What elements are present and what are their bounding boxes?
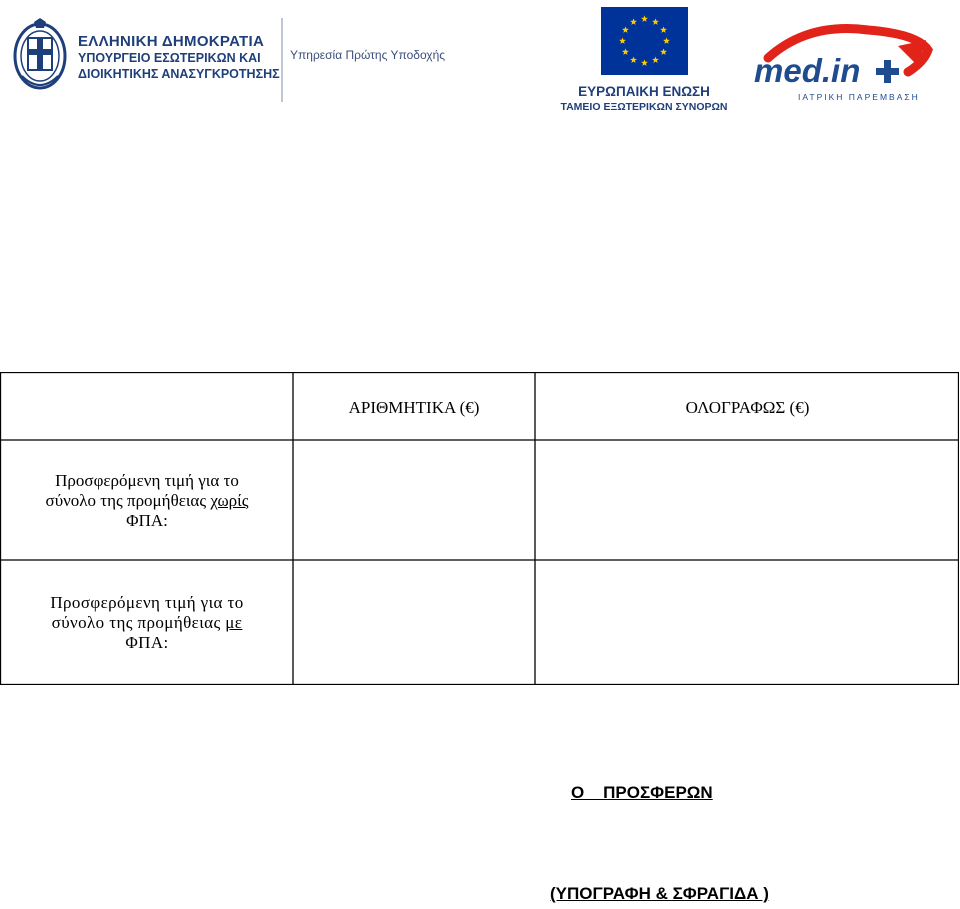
signature-stamp-label: (ΥΠΟΓΡΑΦΗ & ΣΦΡΑΓΙΔΑ ) [550,884,769,903]
column-header-words: ΟΛΟΓΡΑΦΩΣ (€) [685,398,810,417]
greek-ministry-logo-text [78,34,280,82]
eu-line1: ΕΥΡΩΠΑΙΚΗ ΕΝΩΣΗ [578,84,710,99]
medin-cross-icon [876,60,899,83]
row2-line2: σύνολο της προμήθειας [51,612,226,632]
medin-subtitle: ΙΑΤΡΙΚΗ ΠΑΡΕΜΒΑΣΗ [798,92,920,102]
greek-state-line2: ΥΠΟΥΡΓΕΙΟ ΕΣΩΤΕΡΙΚΩΝ ΚΑΙ [78,51,261,65]
row1-emphasis: χωρίς [210,490,249,510]
row1-line1: Προσφερόμενη τιμή για το [55,470,239,490]
medin-logo-text: med.in [754,52,861,89]
medin-logo [748,20,938,100]
eu-flag-icon [601,7,688,75]
service-name: Υπηρεσία Πρώτης Υποδοχής [290,48,446,62]
column-header-numeric: ΑΡΙΘΜΗΤΙΚΑ (€) [348,398,480,417]
eu-logo-text [558,84,730,114]
row-label-without-vat [0,442,294,559]
header-divider [281,18,283,102]
greek-state-line1: ΕΛΛΗΝΙΚΗ ΔΗΜΟΚΡΑΤΙΑ [78,33,265,50]
row1-line3: ΦΠΑ: [126,510,168,530]
greek-state-line3: ΔΙΟΙΚΗΤΙΚΗΣ ΑΝΑΣΥΓΚΡΟΤΗΣΗΣ [78,67,280,81]
row-label-with-vat [0,561,294,684]
row2-emphasis: με [225,612,243,632]
row1-line2: σύνολο της προμήθειας [45,490,211,510]
eu-line2: ΤΑΜΕΙΟ ΕΞΩΤΕΡΙΚΩΝ ΣΥΝΟΡΩΝ [560,101,728,113]
row2-line1: Προσφερόμενη τιμή για το [50,592,244,612]
offerer-label: Ο ΠΡΟΣΦΕΡΩΝ [571,783,713,802]
greek-coat-of-arms-icon [12,16,68,92]
row2-line3: ΦΠΑ: [125,632,169,652]
